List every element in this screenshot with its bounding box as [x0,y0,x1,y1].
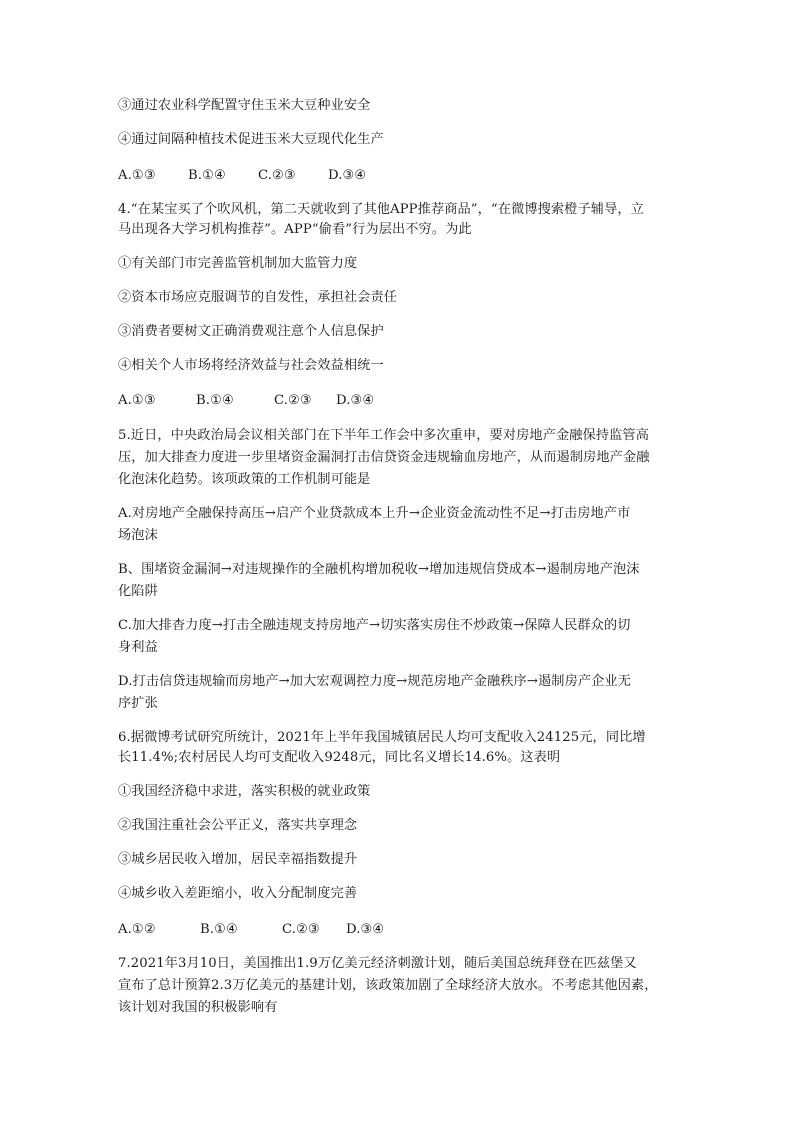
q6-option-b: B.①④ [200,922,238,937]
q5-option-d-line-2: 序扩张 [118,696,158,711]
q6-option-a: A.①② [118,922,156,937]
q7-stem-line-3: 该计划对我国的积极影响有 [118,1000,278,1015]
q7-stem-line-2: 宣布了总计预算2.3万亿美元的基建计划，该政策加剧了全球经济大放水。不考虑其他因素， [118,978,658,993]
q4-option-d: D.③④ [336,393,375,408]
q3-item-4: ④通过间隔种植技术促进玉米大豆现代化生产 [118,132,384,147]
q3-option-a: A.①③ [118,168,156,183]
q6-option-d: D.③④ [346,922,385,937]
q4-stem-line-2: 马出现各大学习机构推荐”。APP“偷看”行为层出不穷。为此 [118,222,472,237]
q6-item-4: ④城乡收入差距缩小，收入分配制度完善 [118,886,358,901]
q4-options [118,391,683,411]
q6-stem-line-2: 长11.4%;农村居民人均可支配收入9248元，同比名义增长14.6%。这表明 [118,750,561,765]
q4-item-1: ①有关部门市完善监管机制加大监管力度 [118,256,358,271]
q3-option-c: C.②③ [258,168,296,183]
q4-option-a: A.①③ [118,393,156,408]
q5-option-b-line-1: B、围堵资金漏洞→对违规操作的全融机构增加税收→增加违规信贷成本→遏制房地产泡沫 [118,562,640,577]
q5-option-a-line-1: A.对房地产全融保持高压→启产个业贷款成本上升→企业资金流动性不足→打击房地产市 [118,506,631,521]
q3-item-3: ③通过农业科学配置守住玉米大豆种业安全 [118,98,371,113]
q4-item-2: ②资本市场应克服调节的自发性，承担社会责任 [118,290,398,305]
q5-stem-line-2: 压，加大排查力度进一步里堵资金漏洞打击信贷资金违规输血房地产，从而遏制房地产金融 [118,450,650,465]
q6-item-2: ②我国注重社会公平正义，落实共享理念 [118,818,358,833]
q6-options [118,920,683,940]
q5-option-a-line-2: 场泡沫 [118,528,158,543]
q4-option-c: C.②③ [274,393,312,408]
q5-stem-line-1: 5.近日，中央政治局会议相关部门在下半年工作会中多次重申，要对房地产金融保持监管高 [118,428,649,443]
q3-options [118,166,683,186]
q6-option-c: C.②③ [282,922,320,937]
q4-stem-line-1: 4.“在某宝买了个吹风机，第二天就收到了其他APP推荐商品”，“在微博搜索橙子辅导，立 [118,202,644,217]
q5-option-b-line-2: 化陷阱 [118,584,158,599]
q3-option-d: D.③④ [328,168,367,183]
q5-stem-line-3: 化泡沫化趋势。该项政策的工作机制可能是 [118,472,371,487]
q6-item-3: ③城乡居民收入增加，居民幸福指数提升 [118,852,358,867]
q3-option-b: B.①④ [188,168,226,183]
q5-option-c-line-1: C.加大排杳力度→打击全融违规支持房地产→切实落实房住不炒政策→保障人民群众的切 [118,618,631,633]
q5-option-d-line-1: D.打击信贷违规输而房地产→加大宏观调控力度→规范房地产金融秩序→遏制房产企业无 [118,674,632,689]
q6-item-1: ①我国经济稳中求进，落实积极的就业政策 [118,784,371,799]
q7-stem-line-1: 7.2021年3月10日，美国推出1.9万亿美元经济刺激计划，随后美国总统拜登在匹兹堡又 [118,956,637,971]
q4-option-b: B.①④ [196,393,234,408]
q5-option-c-line-2: 身利益 [118,640,158,655]
q4-item-3: ③消费者要树文正确消费观注意个人信息保护 [118,324,384,339]
q6-stem-line-1: 6.据微博考试研究所统计，2021年上半年我国城镇居民人均可支配收入24125元，同比增 [118,730,646,745]
q4-item-4: ④相关个人市场将经济效益与社会效益相统一 [118,358,384,373]
